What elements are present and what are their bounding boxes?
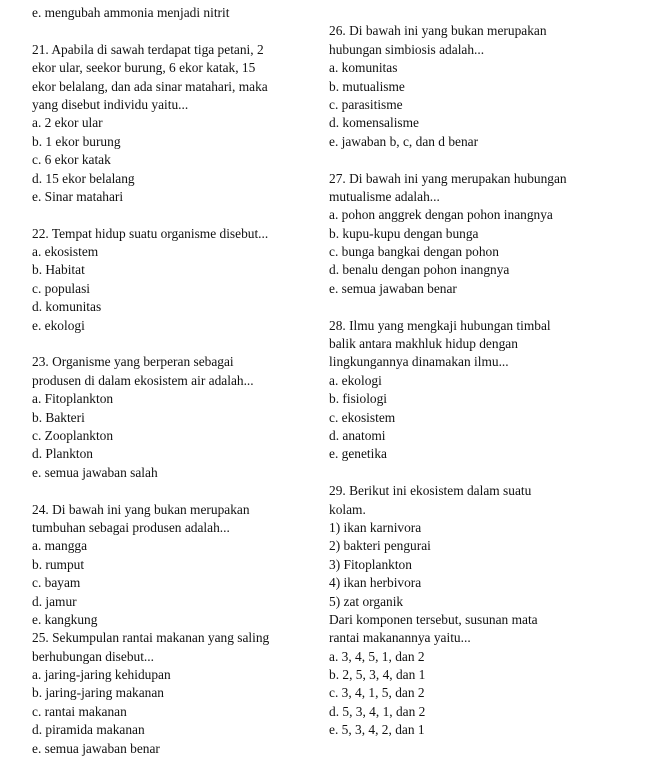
left-column	[32, 4, 327, 758]
blank-line	[329, 464, 639, 482]
text-line: c. 6 ekor katak	[32, 152, 111, 168]
text-line: balik antara makhluk hidup dengan	[329, 336, 518, 352]
right-column	[329, 4, 639, 740]
text-line: 1) ikan karnivora	[329, 519, 422, 535]
text-line: 4) ikan herbivora	[329, 575, 422, 591]
text-line: ekor belalang, dan ada sinar matahari, maka	[32, 78, 268, 94]
text-line: c. Zooplankton	[32, 427, 114, 443]
text-line: b. rumput	[32, 556, 85, 572]
text-line: 29. Berikut ini ekosistem dalam suatu	[329, 483, 532, 499]
blank-line	[32, 22, 327, 40]
text-line: rantai makanannya yaitu...	[329, 630, 471, 646]
text-line: a. jaring-jaring kehidupan	[32, 667, 171, 683]
text-line: 5) zat organik	[329, 593, 404, 609]
text-line: e. kangkung	[32, 611, 98, 627]
text-line: tumbuhan sebagai produsen adalah...	[32, 519, 230, 535]
text-line: produsen di dalam ekosistem air adalah...	[32, 372, 254, 388]
text-line: c. ekosistem	[329, 409, 396, 425]
text-line: e. mengubah ammonia menjadi nitrit	[32, 5, 230, 20]
text-line: 21. Apabila di sawah terdapat tiga petani, 2	[32, 41, 264, 57]
text-line: e. 5, 3, 4, 2, dan 1	[329, 722, 425, 738]
text-line: c. 3, 4, 1, 5, dan 2	[329, 685, 425, 701]
text-line: d. piramida makanan	[32, 722, 145, 738]
text-line: c. populasi	[32, 280, 91, 296]
text-line: b. jaring-jaring makanan	[32, 685, 164, 701]
text-line: a. mangga	[32, 538, 88, 554]
blank-line	[32, 335, 327, 353]
blank-line	[32, 206, 327, 224]
text-line: berhubungan disebut...	[32, 648, 154, 664]
text-line: b. 2, 5, 3, 4, dan 1	[329, 667, 426, 683]
text-line: a. 2 ekor ular	[32, 115, 103, 131]
text-line: a. pohon anggrek dengan pohon inangnya	[329, 207, 553, 223]
text-line: a. 3, 4, 5, 1, dan 2	[329, 648, 425, 664]
text-line: b. mutualisme	[329, 78, 405, 94]
text-line: 25. Sekumpulan rantai makanan yang saling	[32, 630, 270, 646]
text-line: d. 5, 3, 4, 1, dan 2	[329, 703, 426, 719]
blank-line	[329, 298, 639, 316]
text-line: e. semua jawaban salah	[32, 464, 158, 480]
text-line: e. genetika	[329, 446, 387, 462]
text-line: e. Sinar matahari	[32, 188, 124, 204]
text-line: a. Fitoplankton	[32, 391, 114, 407]
blank-line	[329, 151, 639, 169]
text-line: 2) bakteri pengurai	[329, 538, 431, 554]
text-line: 26. Di bawah ini yang bukan merupakan	[329, 23, 547, 39]
text-line: lingkungannya dinamakan ilmu...	[329, 354, 509, 370]
text-line: b. Bakteri	[32, 409, 85, 425]
text-line: Dari komponen tersebut, susunan mata	[329, 611, 538, 627]
text-line: d. komunitas	[32, 299, 102, 315]
text-line: d. anatomi	[329, 427, 386, 443]
text-line: c. bunga bangkai dengan pohon	[329, 244, 499, 260]
text-line: b. 1 ekor burung	[32, 133, 121, 149]
text-line: e. ekologi	[32, 317, 85, 333]
text-line: d. jamur	[32, 593, 77, 609]
blank-line	[329, 4, 639, 22]
text-line: d. benalu dengan pohon inangnya	[329, 262, 510, 278]
text-line: a. ekosistem	[32, 244, 99, 260]
text-line: c. bayam	[32, 575, 81, 591]
text-line: b. kupu-kupu dengan bunga	[329, 225, 479, 241]
text-line: mutualisme adalah...	[329, 188, 440, 204]
text-line: hubungan simbiosis adalah...	[329, 41, 485, 57]
text-line: d. Plankton	[32, 446, 94, 462]
text-line: 24. Di bawah ini yang bukan merupakan	[32, 501, 250, 517]
text-line: c. parasitisme	[329, 96, 403, 112]
text-line: 28. Ilmu yang mengkaji hubungan timbal	[329, 317, 551, 333]
text-line: ekor ular, seekor burung, 6 ekor katak, 15	[32, 60, 256, 76]
text-line: 27. Di bawah ini yang merupakan hubungan	[329, 170, 567, 186]
text-line: e. jawaban b, c, dan d benar	[329, 133, 479, 149]
text-line: 22. Tempat hidup suatu organisme disebut...	[32, 225, 269, 241]
text-line: yang disebut individu yaitu...	[32, 96, 189, 112]
text-line: a. komunitas	[329, 60, 398, 76]
text-line: kolam.	[329, 501, 366, 517]
text-line: e. semua jawaban benar	[329, 280, 457, 296]
text-line: b. Habitat	[32, 262, 85, 278]
text-line: b. fisiologi	[329, 391, 388, 407]
text-line: 3) Fitoplankton	[329, 556, 412, 572]
text-line: d. 15 ekor belalang	[32, 170, 135, 186]
text-line: 23. Organisme yang berperan sebagai	[32, 354, 234, 370]
text-line: e. semua jawaban benar	[32, 740, 160, 756]
text-line: a. ekologi	[329, 372, 382, 388]
blank-line	[32, 482, 327, 500]
text-line: c. rantai makanan	[32, 703, 127, 719]
text-line: d. komensalisme	[329, 115, 420, 131]
